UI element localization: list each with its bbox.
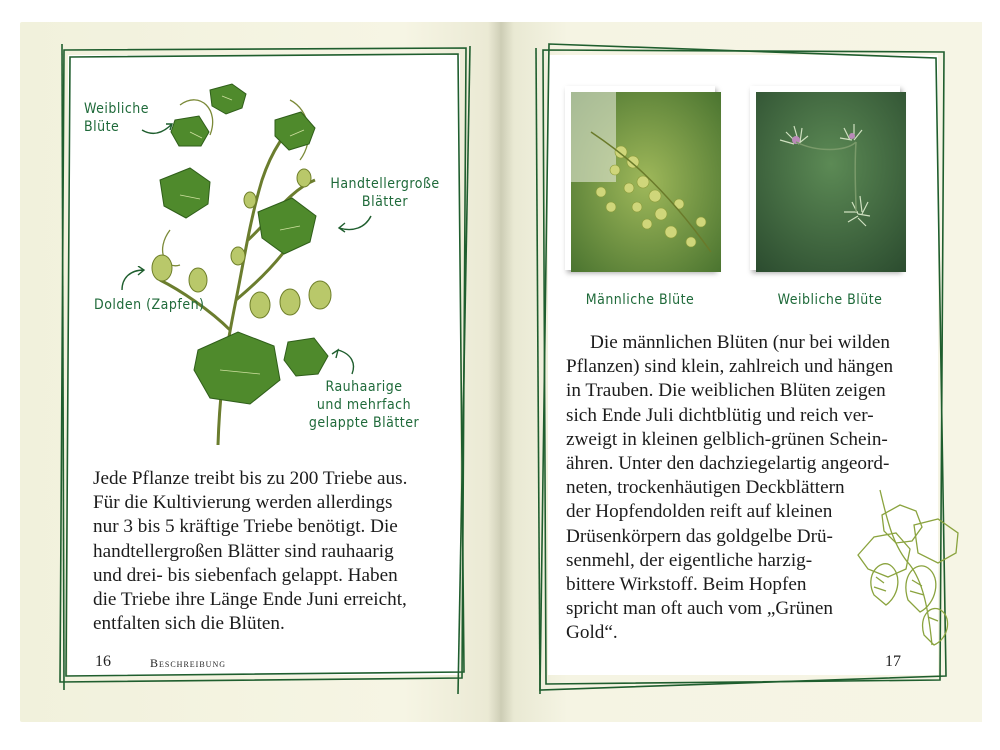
- label-handtellergrosse-blaetter: [325, 175, 445, 211]
- label-rauhaarige-blaetter: [300, 378, 428, 432]
- label-line: gelappte Blätter: [308, 415, 420, 431]
- text-line: die Triebe ihre Länge Ende Juni erreicht,: [93, 589, 407, 611]
- arrow-icon: [330, 346, 360, 376]
- text-line: nur 3 bis 5 kräftige Triebe benötigt. Die: [93, 516, 398, 538]
- text-line: und drei- bis siebenfach gelappt. Haben: [93, 564, 398, 586]
- label-line: Handtellergroße: [330, 176, 440, 192]
- text-line: entfalten sich die Blüten.: [93, 613, 285, 635]
- text-line: bittere Wirkstoff. Beim Hopfen: [566, 574, 807, 596]
- arrow-icon: [140, 118, 176, 138]
- caption-weibliche-bluete: Weibliche Blüte: [777, 292, 883, 308]
- arrow-icon: [335, 212, 375, 236]
- text-line: zweigt in kleinen gelblich-grünen Schein-: [566, 428, 888, 450]
- text-line: Drüsenkörpern das goldgelbe Drü-: [566, 525, 833, 547]
- page-number-right: 17: [885, 653, 901, 670]
- arrow-icon: [118, 266, 148, 292]
- text-line: Jede Pflanze treibt bis zu 200 Triebe aus.: [93, 468, 408, 489]
- text-line: in Trauben. Die weiblichen Blüten zeigen: [566, 380, 886, 402]
- running-head: Beschreibung: [150, 656, 227, 670]
- text-line: senmehl, der eigentliche harzig-: [566, 549, 813, 571]
- photo-weibliche-bluete: [750, 86, 900, 270]
- photo-maennliche-bluete: [565, 86, 715, 270]
- text-line: sich Ende Juli dichtblütig und reich ver-: [566, 404, 874, 426]
- label-line: Blüte: [84, 119, 120, 135]
- female-flower-image: [756, 92, 906, 272]
- caption-maennliche-bluete: Männliche Blüte: [585, 292, 695, 308]
- hop-cone-sketch: [852, 485, 970, 650]
- text-line: Für die Kultivierung werden allerdings: [93, 492, 393, 514]
- label-line: Rauhaarige: [325, 379, 403, 395]
- text-line: ähren. Unter den dachziegelartig angeord-: [566, 453, 890, 475]
- text-line: neten, trockenhäutigen Deckblättern: [566, 477, 845, 499]
- male-flower-image: [571, 92, 721, 272]
- text-line: Die männlichen Blüten (nur bei wilden: [590, 332, 890, 353]
- text-line: Pflanzen) sind klein, zahlreich und hängen: [566, 356, 894, 378]
- page-number-left: 16: [95, 653, 111, 670]
- text-line: der Hopfendolden reift auf kleinen: [566, 501, 833, 523]
- label-line: Blätter: [361, 194, 409, 210]
- text-line: spricht man oft auch vom „Grünen: [566, 598, 833, 620]
- text-line: Gold“.: [566, 622, 618, 644]
- label-line: Weibliche: [84, 101, 150, 117]
- left-body-text: [93, 467, 453, 636]
- label-dolden: Dolden (Zapfen): [94, 297, 205, 313]
- text-line: handtellergroßen Blätter sind rauhaarig: [93, 540, 394, 562]
- label-line: und mehrfach: [316, 397, 412, 413]
